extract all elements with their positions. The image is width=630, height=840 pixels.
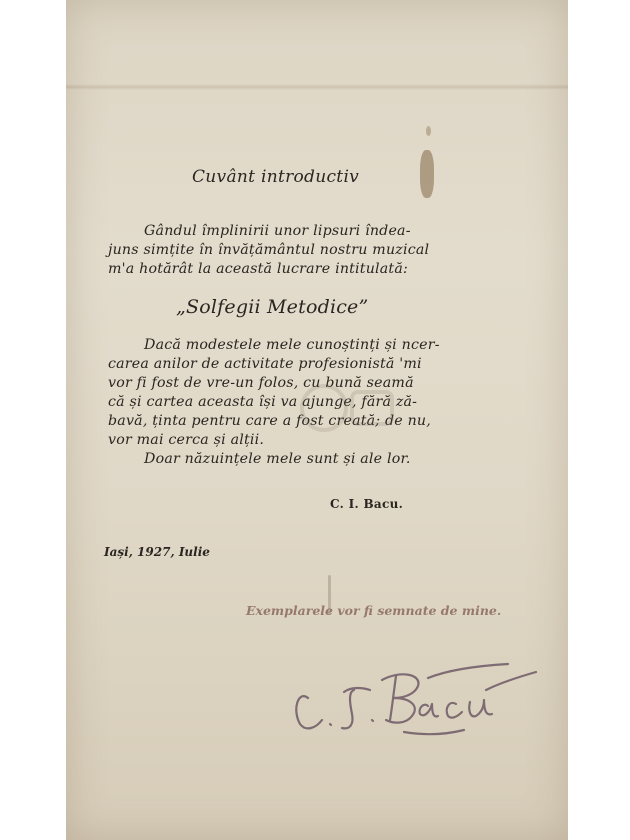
date-place-line: Iași, 1927, Iulie	[104, 545, 210, 559]
ink-spot	[426, 126, 431, 136]
work-title: „Solfegii Metodice”	[176, 296, 369, 318]
signed-copies-stamp: Exemplarele vor fi semnate de mine.	[246, 603, 502, 618]
paragraph2-line-3: vor fi fost de vre-un folos, cu bună seamă	[108, 375, 414, 391]
author-signature: C. I. Bacu.	[330, 497, 404, 511]
handwritten-signature	[278, 620, 538, 740]
book-page	[66, 0, 568, 840]
paragraph2-line-5: bavă, ținta pentru care a fost creată; de nu,	[108, 413, 431, 429]
paragraph1-line-2: juns simțite în învățământul nostru muzical	[108, 242, 430, 258]
paragraph2-line-1: Dacă modestele mele cunoștinți și ncer-	[144, 337, 440, 353]
ink-stain	[420, 150, 434, 198]
paragraph1-line-3: m'a hotărât la această lucrare intitulată:	[108, 261, 408, 277]
watermark-logo	[294, 378, 404, 438]
page-fold-line	[66, 84, 568, 90]
paragraph2-line-4: că și cartea aceasta își va ajunge, fără ză-	[108, 394, 418, 410]
paragraph2-line-6: vor mai cerca și alții.	[108, 432, 265, 448]
paragraph1-line-1: Gândul împlinirii unor lipsuri îndea-	[144, 223, 411, 239]
paragraph2-line-2: carea anilor de activitate profesionistă 'mi	[108, 356, 422, 372]
page-heading: Cuvânt introductiv	[192, 167, 360, 187]
paragraph2-line-7: Doar năzuințele mele sunt și ale lor.	[144, 451, 411, 467]
